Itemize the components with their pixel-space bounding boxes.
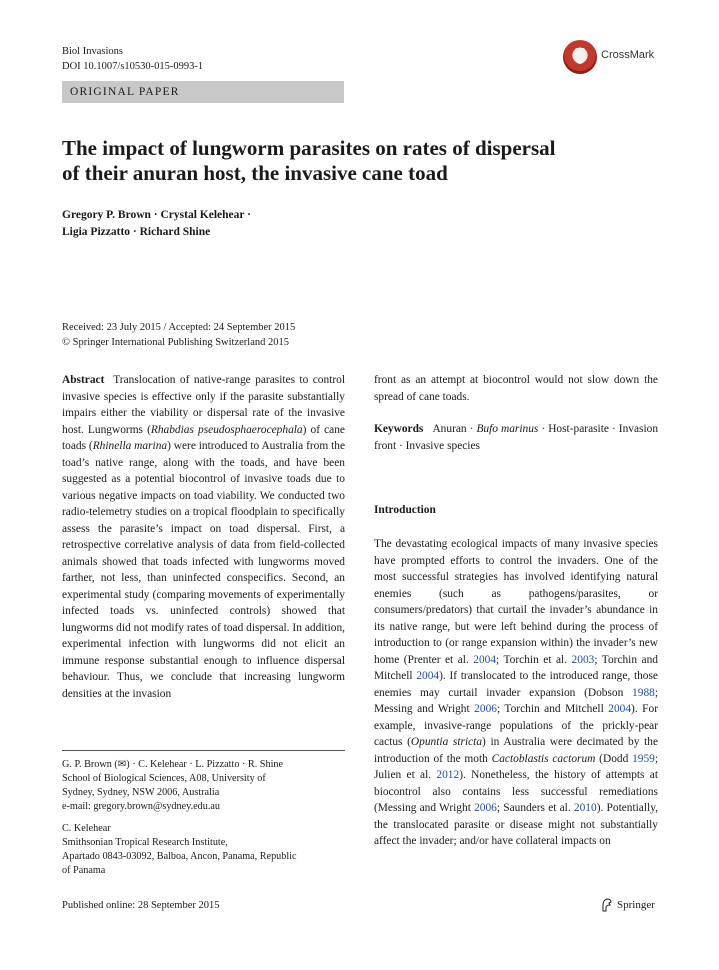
intro-text: ) in Australia were decimated by the introduction of the moth: [374, 736, 658, 765]
published-online: Published online: 28 September 2015: [62, 900, 220, 911]
section-label: ORIGINAL PAPER: [70, 86, 180, 98]
publisher-logo: [601, 898, 655, 912]
citation-link[interactable]: 2004: [416, 670, 440, 682]
intro-text: ; Messing and Wright: [374, 686, 658, 715]
citation-link[interactable]: 1988: [632, 686, 655, 699]
paper-title: [62, 136, 662, 186]
keywords-heading: Keywords: [374, 423, 424, 435]
citation-link[interactable]: 2012: [436, 769, 460, 781]
abstract-continuation: front as an attempt at biocontrol would not slow down the spread of cane toads.: [374, 374, 658, 403]
citation-link[interactable]: 2006: [474, 703, 497, 715]
citation-link[interactable]: 2006: [474, 802, 497, 814]
intro-text: ; Saunders et al.: [496, 802, 574, 814]
affiliation-line: C. Kelehear: [62, 823, 111, 834]
introduction-body: [374, 536, 658, 850]
abstract-text-3: ) were introduced to Australia from the toad’s native range, along with the toads, and have been suggested as a potential biocontrol of invasive toads due to various negative impacts on toad viability. We conducted two radio-telemetry studies on a tropical floodplain to specifically assess the parasite’s impact on toad dispersal. First, a retrospective correlative analysis of data from field-collected animals showed that toads infected with lungworms moved farther, not less, than uninfected conspecifics. Second, an experimental study (comparing movements of experimentally infected toads vs. uninfected controls) showed that lungworms did not modify rates of toad dispersal. In addition, experimental infection with lungworms did not elicit an immune response substantial enough to influence dispersal behaviour. Thus, we conclude that increasing lungworm densities at the invasion: [62, 440, 345, 700]
intro-text: The devastating ecological impacts of many invasive species have prompted efforts to control the invaders. One of the most successful strategies has involved identifying natural enemies (such as pathogens/parasites, or consumers/predators) that curtail the invader’s abundance in its native range, but were left behind during the process of introduction to (or range expansion within) the invader’s new home (Prenter et al.: [374, 538, 658, 666]
citation-link[interactable]: 2004: [608, 703, 632, 715]
authors-line-2: Ligia Pizzatto · Richard Shine: [62, 226, 211, 238]
dates-line-2: © Springer International Publishing Switzerland 2015: [62, 337, 289, 348]
intro-text: (Dodd: [595, 752, 633, 765]
doi[interactable]: DOI 10.1007/s10530-015-0993-1: [62, 61, 204, 72]
affiliation-line: Smithsonian Tropical Research Institute,: [62, 837, 228, 848]
title-line-2: of their anuran host, the invasive cane toad: [62, 161, 448, 185]
keywords: [374, 421, 658, 454]
intro-text: ). Potentially, the translocated parasite or disease might not substantially affect the invader; and/or have collateral impacts on: [374, 802, 658, 847]
authors-line-1: Gregory P. Brown · Crystal Kelehear ·: [62, 209, 251, 221]
species-name: Opuntia stricta: [410, 736, 483, 748]
affiliation-line: of Panama: [62, 865, 106, 876]
intro-text: ). Nonetheless, the history of attempts at biocontrol also contains less successful remediations (Messing and Wright: [374, 769, 659, 814]
publication-dates: [62, 320, 295, 350]
affiliation-block: [62, 758, 345, 814]
citation-link[interactable]: 2010: [573, 802, 597, 814]
crossmark-icon: [563, 40, 597, 74]
abstract-species-2: Rhinella marina: [92, 440, 168, 452]
affiliation-block-2: [62, 822, 345, 878]
journal-header: [62, 44, 203, 74]
abstract-species-1: Rhabdias pseudosphaerocephala: [150, 423, 303, 436]
intro-text: ). For example, invasive-range populations of the prickly-pear cactus (: [374, 703, 659, 748]
affiliation-line: School of Biological Sciences, A08, University of: [62, 773, 266, 784]
intro-text: ; Torchin et al.: [496, 653, 572, 666]
introduction-heading: Introduction: [374, 504, 436, 516]
title-line-1: The impact of lungworm parasites on rates of dispersal: [62, 136, 556, 160]
dates-line-1: Received: 23 July 2015 / Accepted: 24 September 2015: [62, 322, 296, 333]
affiliation-line: Apartado 0843-03092, Balboa, Ancon, Panama, Republic: [62, 851, 297, 862]
right-column: [374, 372, 659, 847]
keywords-italic: Bufo marinus: [476, 423, 539, 435]
intro-text: ; Julien et al.: [374, 752, 659, 781]
section-ribbon: [62, 81, 344, 103]
journal-name: Biol Invasions: [62, 46, 123, 57]
intro-text: ). If translocated to the introduced range, those enemies may curtail invader expansion (Dobson: [374, 670, 658, 699]
abstract: [62, 372, 345, 702]
intro-text: ; Torchin and Mitchell: [496, 703, 609, 715]
keywords-text-1: Anuran ·: [432, 423, 477, 435]
affiliation-line: G. P. Brown (✉) · C. Kelehear · L. Pizzatto · R. Shine: [62, 759, 284, 770]
crossmark-badge[interactable]: [563, 40, 663, 78]
crossmark-label: CrossMark: [601, 49, 655, 61]
affiliation-line: Sydney, Sydney, NSW 2006, Australia: [62, 787, 220, 798]
publisher-name: Springer: [617, 899, 655, 911]
abstract-heading: Abstract: [62, 374, 105, 386]
intro-text: ; Torchin and Mitchell: [374, 653, 658, 682]
author-list: [62, 207, 251, 241]
abstract-text-2: ) of cane toads (: [62, 423, 345, 452]
springer-horse-icon: [601, 898, 613, 912]
keywords-text-2: · Host-parasite · Invasion front · Invasive species: [374, 423, 659, 452]
citation-link[interactable]: 1959: [632, 752, 655, 765]
affiliation-email[interactable]: e-mail: gregory.brown@sydney.edu.au: [62, 801, 220, 812]
abstract-text-1: Translocation of native-range parasites to control invasive species is effective only if the parasite substantially impairs either the viability or dispersal rate of the invasive host. Lungworms (: [62, 374, 345, 436]
footnote-rule: [62, 750, 345, 751]
species-name: Cactoblastis cactorum: [491, 752, 596, 765]
citation-link[interactable]: 2004: [473, 653, 497, 666]
citation-link[interactable]: 2003: [571, 653, 595, 666]
